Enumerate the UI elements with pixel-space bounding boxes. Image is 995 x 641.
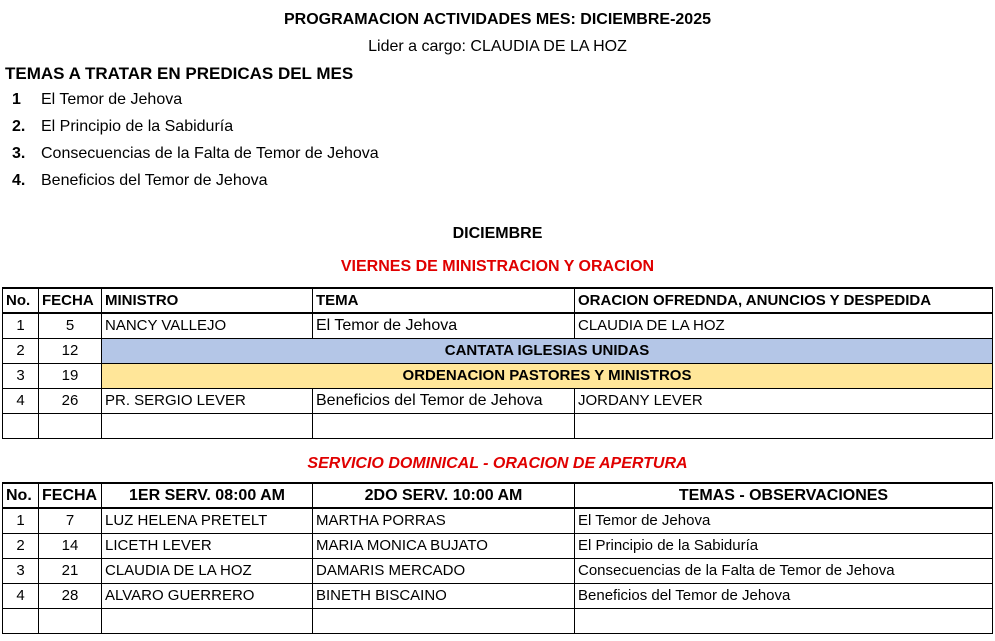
cell-tema: El Temor de Jehova [313,313,575,338]
cell-tema: Beneficios del Temor de Jehova [313,388,575,413]
cell-fecha: 21 [39,558,102,583]
sunday-table [2,482,993,634]
header-tema: TEMA [313,288,575,313]
cell-serv1: CLAUDIA DE LA HOZ [102,558,313,583]
empty-cell [575,608,993,633]
cell-fecha: 28 [39,583,102,608]
cell-no: 2 [3,338,39,363]
header-temas: TEMAS - OBSERVACIONES [575,483,993,508]
cell-ministro: PR. SERGIO LEVER [102,388,313,413]
header-fecha: FECHA [39,483,102,508]
topic-item [12,118,233,136]
cell-no: 3 [3,558,39,583]
cell-fecha: 5 [39,313,102,338]
empty-cell [313,413,575,438]
cell-serv2: MARIA MONICA BUJATO [313,533,575,558]
header-serv1: 1ER SERV. 08:00 AM [102,483,313,508]
topic-item [12,91,182,109]
cell-fecha: 19 [39,363,102,388]
header-oracion: ORACION OFREDNDA, ANUNCIOS Y DESPEDIDA [575,288,993,313]
topic-number: 3. [12,145,26,162]
cell-tema: Beneficios del Temor de Jehova [575,583,993,608]
leader-line: Lider a cargo: CLAUDIA DE LA HOZ [368,38,627,55]
sunday-section-title: SERVICIO DOMINICAL - ORACION DE APERTURA [307,455,688,472]
cell-no: 2 [3,533,39,558]
header-no: No. [3,483,39,508]
topic-item [12,145,379,163]
cell-no: 1 [3,313,39,338]
cell-serv2: DAMARIS MERCADO [313,558,575,583]
empty-cell [313,608,575,633]
topic-number: 1 [12,91,21,108]
table-row-empty [3,608,993,633]
event-cantata: CANTATA IGLESIAS UNIDAS [102,338,993,363]
cell-tema: Consecuencias de la Falta de Temor de Jehova [575,558,993,583]
cell-fecha: 7 [39,508,102,533]
table-row-empty [3,413,993,438]
empty-cell [102,608,313,633]
friday-table [2,287,993,439]
month-label: DICIEMBRE [452,225,543,242]
topic-number: 2. [12,118,26,135]
table-row [3,388,993,413]
cell-serv1: ALVARO GUERRERO [102,583,313,608]
empty-cell [39,413,102,438]
empty-cell [3,608,39,633]
empty-cell [3,413,39,438]
cell-serv1: LICETH LEVER [102,533,313,558]
topic-text: Beneficios del Temor de Jehova [41,172,268,189]
cell-no: 4 [3,388,39,413]
topic-item [12,172,268,190]
table-header-row [3,288,993,313]
header-serv2: 2DO SERV. 10:00 AM [313,483,575,508]
header-ministro: MINISTRO [102,288,313,313]
table-row [3,338,993,363]
table-row [3,583,993,608]
table-row [3,558,993,583]
cell-serv2: BINETH BISCAINO [313,583,575,608]
document-title: PROGRAMACION ACTIVIDADES MES: DICIEMBRE-2025 [283,11,711,28]
header-no: No. [3,288,39,313]
cell-fecha: 26 [39,388,102,413]
topics-heading: TEMAS A TRATAR EN PREDICAS DEL MES [5,64,354,83]
table-row [3,363,993,388]
friday-section-title: VIERNES DE MINISTRACION Y ORACION [340,258,655,275]
cell-tema: El Principio de la Sabiduría [575,533,993,558]
topic-text: El Temor de Jehova [41,91,183,108]
cell-oracion: CLAUDIA DE LA HOZ [575,313,993,338]
topic-number: 4. [12,172,26,189]
empty-cell [102,413,313,438]
cell-oracion: JORDANY LEVER [575,388,993,413]
header-fecha: FECHA [39,288,102,313]
empty-cell [575,413,993,438]
table-row [3,533,993,558]
cell-tema: El Temor de Jehova [575,508,993,533]
empty-cell [39,608,102,633]
cell-fecha: 12 [39,338,102,363]
table-row [3,508,993,533]
event-ordenacion: ORDENACION PASTORES Y MINISTROS [102,363,993,388]
table-header-row [3,483,993,508]
cell-no: 1 [3,508,39,533]
cell-no: 3 [3,363,39,388]
cell-no: 4 [3,583,39,608]
cell-serv2: MARTHA PORRAS [313,508,575,533]
cell-fecha: 14 [39,533,102,558]
topic-text: Consecuencias de la Falta de Temor de Jehova [41,145,379,162]
cell-serv1: LUZ HELENA PRETELT [102,508,313,533]
table-row [3,313,993,338]
cell-ministro: NANCY VALLEJO [102,313,313,338]
topic-text: El Principio de la Sabiduría [41,118,234,135]
